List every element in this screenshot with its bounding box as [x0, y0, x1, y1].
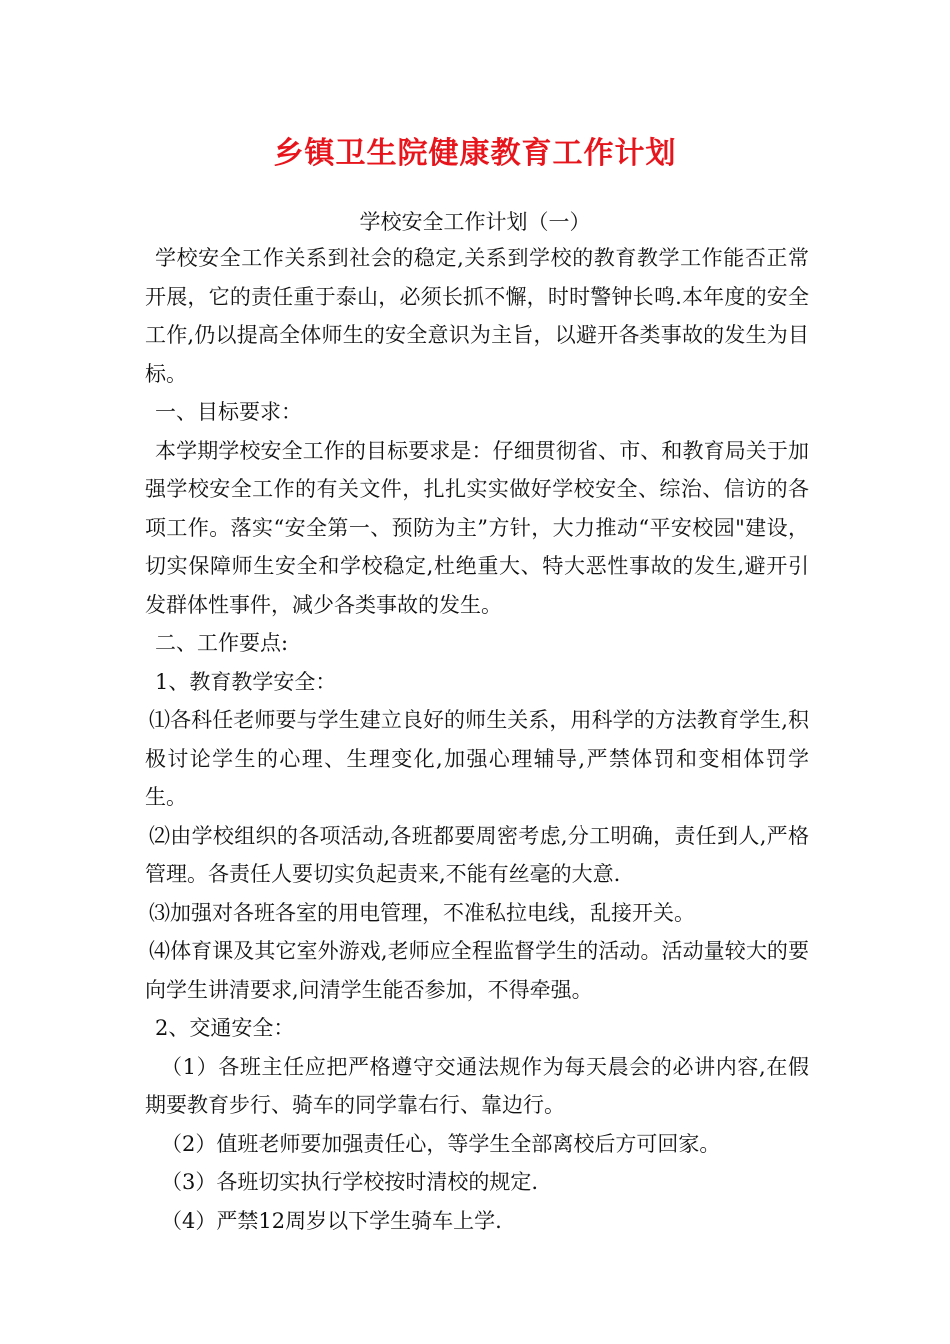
subsection-heading-traffic-safety: 2、交通安全： [155, 1016, 295, 1040]
list-item-traffic-3: （3）各班切实执行学校按时清校的规定. [161, 1170, 539, 1194]
list-item-teaching-2: ⑵由学校组织的各项活动,各班都要周密考虑,分工明确，责任到人,严格管理。各责任人要切实负起责来,不能有丝毫的大意. [145, 823, 809, 886]
paragraph-goals: 本学期学校安全工作的目标要求是：仔细贯彻省、市、和教育局关于加强学校安全工作的有关文件，扎扎实实做好学校安全、综治、信访的各项工作。落实“安全第一、预防为主”方针，大力推动“平安校园"建设，切实保障师生安全和学校稳定,杜绝重大、特大恶性事故的发生,避开引发群体性事件，减少各类事故的发生。 [145, 438, 809, 617]
document-subtitle: 学校安全工作计划（一） [359, 210, 591, 234]
list-item-teaching-1: ⑴各科任老师要与学生建立良好的师生关系，用科学的方法教育学生,积极讨论学生的心理、生理变化,加强心理辅导,严禁体罚和变相体罚学生。 [145, 708, 809, 809]
list-item-teaching-3: ⑶加强对各班各室的用电管理，不准私拉电线，乱接开关。 [149, 900, 695, 925]
list-item-traffic-2: （2）值班老师要加强责任心，等学生全部离校后方可回家。 [161, 1131, 721, 1156]
document-title: 乡镇卫生院健康教育工作计划 [273, 136, 677, 171]
subsection-heading-teaching-safety: 1、教育教学安全： [155, 669, 337, 694]
list-item-teaching-4: ⑷体育课及其它室外游戏,老师应全程监督学生的活动。活动量较大的要向学生讲清要求,问清学生能否参加，不得牵强。 [145, 939, 809, 1002]
section-heading-goals: 一、目标要求： [155, 400, 302, 424]
section-heading-work-points: 二、工作要点: [155, 631, 289, 655]
paragraph-intro: 学校安全工作关系到社会的稳定,关系到学校的教育教学工作能否正常开展，它的责任重于泰山，必须长抓不懈，时时警钟长鸣.本年度的安全工作,仍以提高全体师生的安全意识为主旨，以避开各类事故的发生为目标。 [145, 246, 809, 386]
list-item-traffic-4: （4）严禁12周岁以下学生骑车上学. [161, 1208, 502, 1233]
list-item-traffic-1: （1）各班主任应把严格遵守交通法规作为每天晨会的必讲内容,在假期要教育步行、骑车的同学靠右行、靠边行。 [145, 1054, 809, 1117]
document-body [145, 239, 809, 1240]
